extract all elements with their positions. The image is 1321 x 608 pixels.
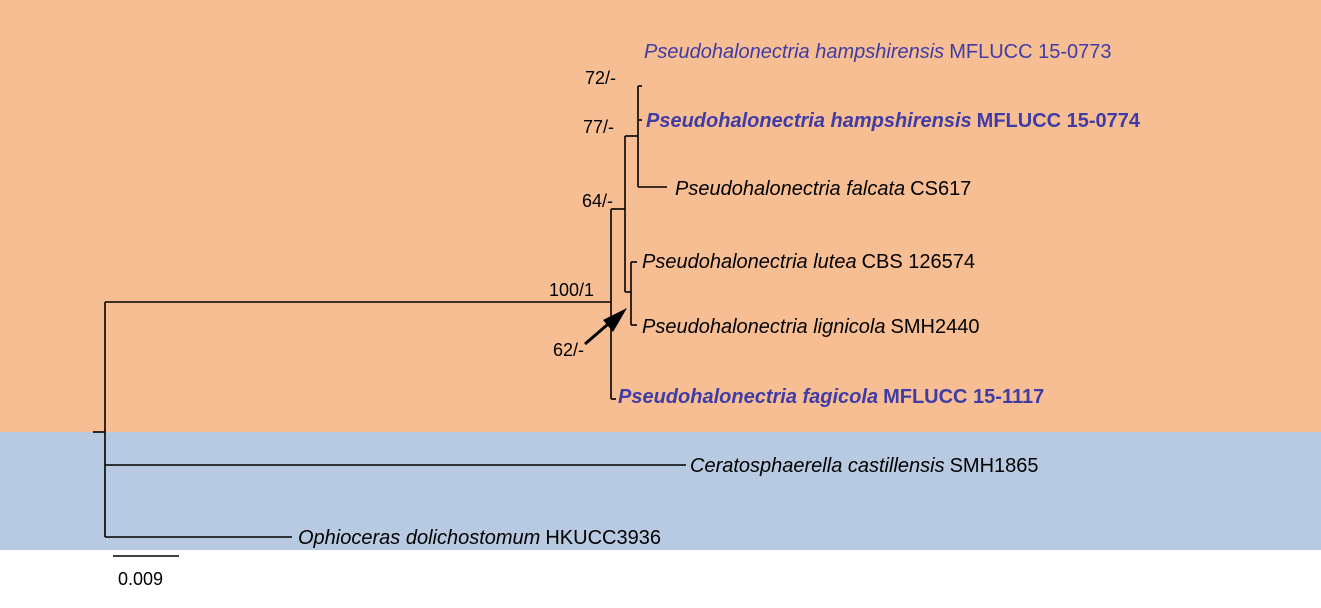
support-value: 100/1 — [549, 280, 595, 300]
scale-bar — [113, 556, 179, 589]
strain-id: MFLUCC 15-1117 — [883, 386, 1045, 408]
taxon-label-t7 — [690, 455, 1039, 477]
strain-id: CBS 126574 — [861, 251, 976, 273]
strain-id: MFLUCC 15-0773 — [949, 41, 1112, 63]
strain-id: HKUCC3936 — [545, 527, 661, 549]
taxon-label-t5 — [642, 316, 979, 338]
taxon-label-t8 — [298, 527, 661, 549]
support-value: 77/- — [583, 117, 615, 137]
strain-id: MFLUCC 15-0774 — [976, 110, 1141, 132]
strain-id: CS617 — [910, 178, 972, 200]
taxon-name: Ceratosphaerella castillensis — [690, 455, 945, 477]
taxon-name: Pseudohalonectria fagicola — [618, 386, 879, 408]
taxon-label-t3 — [675, 178, 971, 200]
taxon-name: Ophioceras dolichostomum — [298, 527, 541, 549]
taxon-label-t1 — [644, 41, 1111, 63]
scale-bar-label: 0.009 — [118, 569, 164, 589]
taxon-name: Pseudohalonectria falcata — [675, 178, 906, 200]
taxon-name: Pseudohalonectria hampshirensis — [646, 110, 972, 132]
taxon-name: Pseudohalonectria lutea — [642, 251, 857, 273]
support-value: 64/- — [582, 191, 614, 211]
support-value: 72/- — [585, 68, 617, 88]
taxon-label-t6 — [618, 386, 1044, 408]
support-value: 62/- — [553, 340, 585, 360]
taxon-name: Pseudohalonectria hampshirensis — [644, 41, 945, 63]
taxon-label-t4 — [642, 251, 975, 273]
strain-id: SMH2440 — [890, 316, 980, 338]
taxon-label-t2 — [646, 110, 1141, 132]
taxon-name: Pseudohalonectria lignicola — [642, 316, 886, 338]
strain-id: SMH1865 — [949, 455, 1039, 477]
